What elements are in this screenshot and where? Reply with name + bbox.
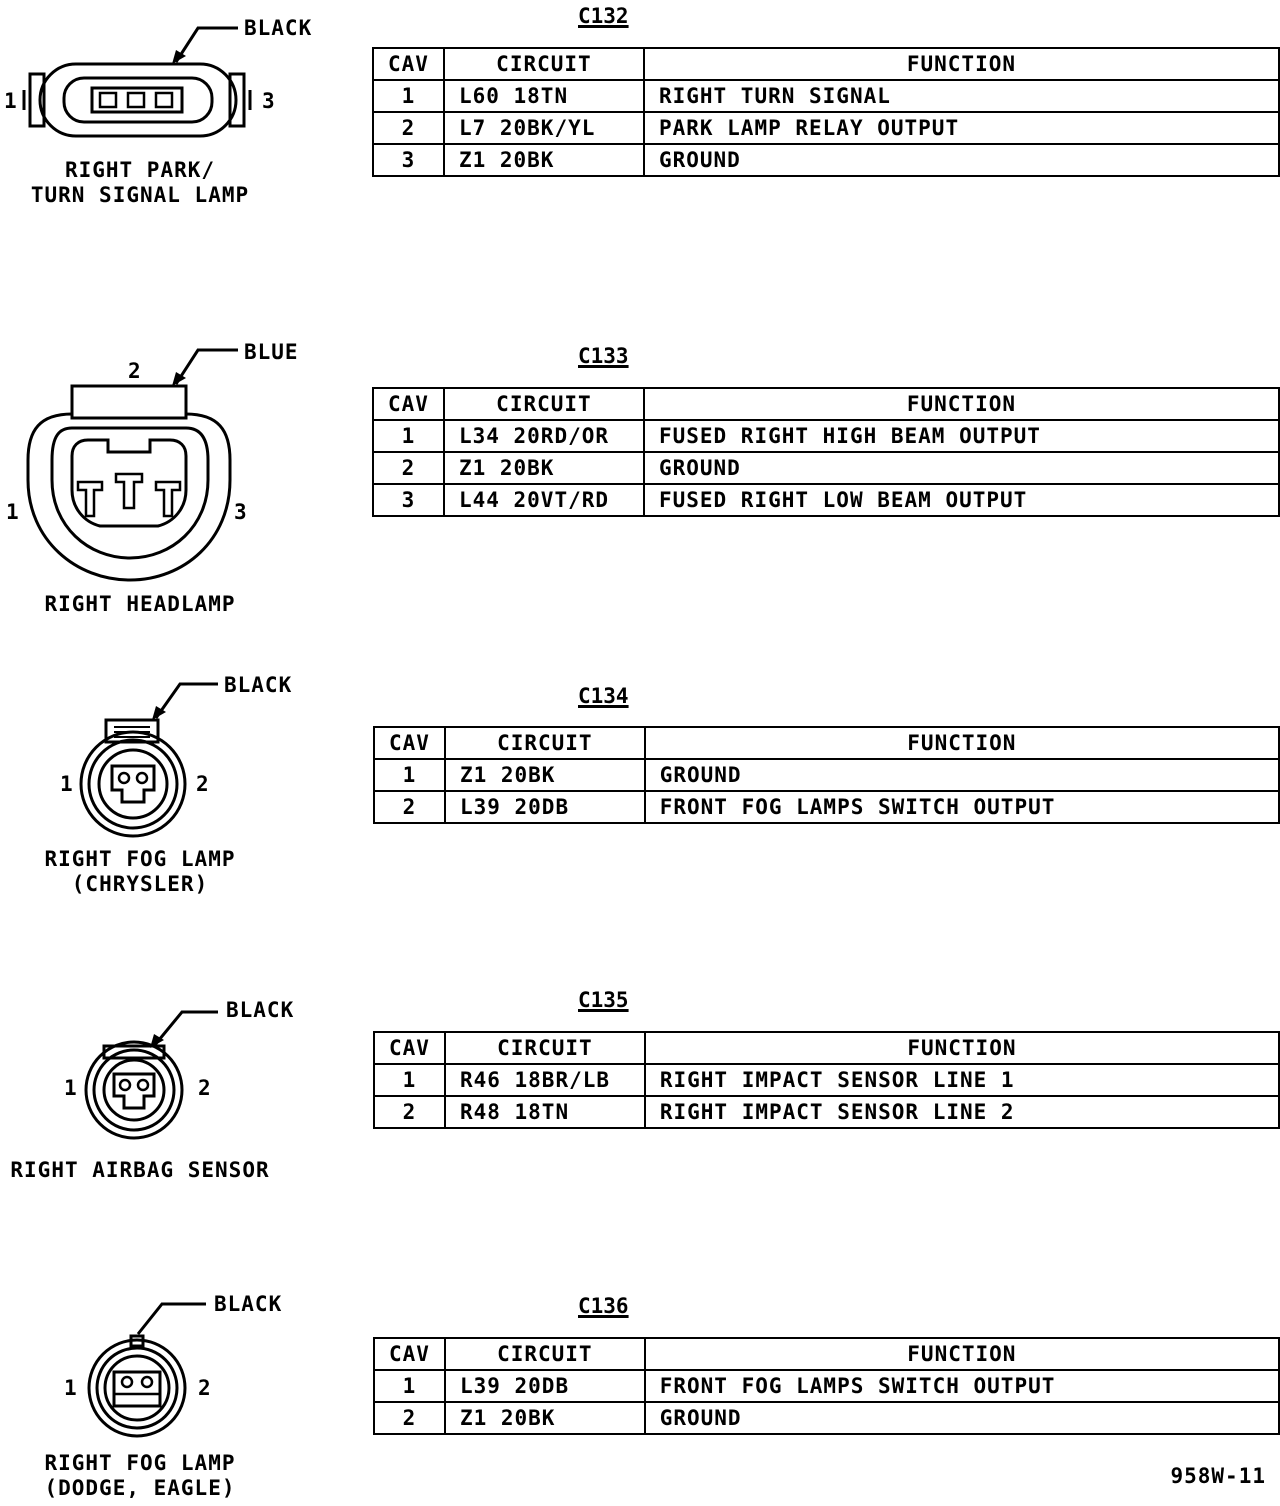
table-row [373,484,1279,516]
circuit-header: CIRCUIT [445,1032,645,1064]
c134-pin-2-label: 2 [196,772,210,796]
c136-caption-line-1: RIGHT FOG LAMP [44,1451,236,1475]
cav-cell: 1 [374,759,445,791]
c136-pin-1-label: 1 [64,1376,78,1400]
c133-pin-2-label: 2 [128,359,142,383]
c136-color-label: BLACK [214,1292,283,1316]
cav-header: CAV [374,1338,445,1370]
table-row [374,1402,1279,1434]
circuit-header: CIRCUIT [444,48,644,80]
table-header-row [374,727,1279,759]
cav-cell: 1 [374,1370,445,1402]
c134-caption-line-1: RIGHT FOG LAMP [44,847,236,871]
circuit-cell: R46 18BR/LB [445,1064,645,1096]
c133-pin-1-label: 1 [6,500,20,524]
c134-title: C134 [578,684,629,708]
circuit-cell: L44 20VT/RD [444,484,644,516]
function-cell: PARK LAMP RELAY OUTPUT [644,112,1279,144]
table-row [373,452,1279,484]
c136-pin-2-label: 2 [198,1376,212,1400]
c135-pin-1-label: 1 [64,1076,78,1100]
function-cell: GROUND [644,144,1279,176]
circuit-cell: Z1 20BK [444,144,644,176]
c134-pin-1-label: 1 [60,772,74,796]
cav-cell: 2 [373,452,444,484]
circuit-header: CIRCUIT [445,727,645,759]
table-row [373,420,1279,452]
circuit-cell: R48 18TN [445,1096,645,1128]
cav-cell: 3 [373,484,444,516]
circuit-cell: Z1 20BK [444,452,644,484]
circuit-cell: L7 20BK/YL [444,112,644,144]
cav-header: CAV [373,388,444,420]
c136-caption [20,1451,260,1501]
table-header-row [374,1032,1279,1064]
c133-caption-line-1: RIGHT HEADLAMP [44,592,236,616]
c132-caption-line-1: RIGHT PARK/ [64,158,216,182]
c133-pin-3-label: 3 [234,500,248,524]
table-row [374,1370,1279,1402]
table-row [373,144,1279,176]
c134-pin-table [373,726,1280,824]
circuit-cell: L60 18TN [444,80,644,112]
function-header: FUNCTION [644,48,1279,80]
c135-caption-line-1: RIGHT AIRBAG SENSOR [10,1158,270,1182]
circuit-cell: L39 20DB [445,791,645,823]
cav-cell: 2 [374,1096,445,1128]
c134-caption-line-2: (CHRYSLER) [71,872,209,896]
cav-cell: 2 [374,1402,445,1434]
c134-caption [20,847,260,897]
function-header: FUNCTION [645,727,1279,759]
table-header-row [373,48,1279,80]
cav-cell: 2 [374,791,445,823]
c135-pin-2-label: 2 [198,1076,212,1100]
function-cell: GROUND [645,1402,1279,1434]
c136-title: C136 [578,1294,629,1318]
circuit-cell: Z1 20BK [445,1402,645,1434]
circuit-header: CIRCUIT [444,388,644,420]
function-cell: RIGHT IMPACT SENSOR LINE 1 [645,1064,1279,1096]
c133-pin-table [372,387,1280,517]
function-header: FUNCTION [645,1032,1279,1064]
c132-pin-3-label: 3 [262,89,276,113]
cav-cell: 2 [373,112,444,144]
cav-header: CAV [374,1032,445,1064]
table-row [374,1064,1279,1096]
circuit-cell: L34 20RD/OR [444,420,644,452]
function-cell: RIGHT TURN SIGNAL [644,80,1279,112]
connector-c133-drawing [0,330,340,630]
circuit-header: CIRCUIT [445,1338,645,1370]
c132-caption [20,158,260,208]
table-row [374,1096,1279,1128]
function-cell: FRONT FOG LAMPS SWITCH OUTPUT [645,1370,1279,1402]
function-header: FUNCTION [645,1338,1279,1370]
c134-color-label: BLACK [224,673,293,697]
cav-cell: 1 [374,1064,445,1096]
function-cell: GROUND [644,452,1279,484]
c133-color-label: BLUE [244,340,299,364]
c132-title: C132 [578,4,629,28]
c135-title: C135 [578,988,629,1012]
circuit-cell: Z1 20BK [445,759,645,791]
cav-header: CAV [373,48,444,80]
function-cell: FUSED RIGHT HIGH BEAM OUTPUT [644,420,1279,452]
c132-color-label: BLACK [244,16,313,40]
c136-caption-line-2: (DODGE, EAGLE) [44,1476,236,1500]
function-cell: FRONT FOG LAMPS SWITCH OUTPUT [645,791,1279,823]
cav-header: CAV [374,727,445,759]
table-header-row [373,388,1279,420]
function-header: FUNCTION [644,388,1279,420]
cav-cell: 1 [373,80,444,112]
figure-code: 958W-11 [1170,1464,1266,1488]
c135-color-label: BLACK [226,998,295,1022]
table-header-row [374,1338,1279,1370]
table-row [374,791,1279,823]
function-cell: FUSED RIGHT LOW BEAM OUTPUT [644,484,1279,516]
c132-pin-table [372,47,1280,177]
c132-caption-line-2: TURN SIGNAL LAMP [30,183,250,207]
c133-title: C133 [578,344,629,368]
function-cell: RIGHT IMPACT SENSOR LINE 2 [645,1096,1279,1128]
table-row [374,759,1279,791]
c135-pin-table [373,1031,1280,1129]
c132-pin-1-label: 1 [4,89,18,113]
function-cell: GROUND [645,759,1279,791]
table-row [373,112,1279,144]
c136-pin-table [373,1337,1280,1435]
cav-cell: 1 [373,420,444,452]
c133-caption [20,592,260,617]
c135-caption [0,1158,280,1183]
circuit-cell: L39 20DB [445,1370,645,1402]
table-row [373,80,1279,112]
cav-cell: 3 [373,144,444,176]
